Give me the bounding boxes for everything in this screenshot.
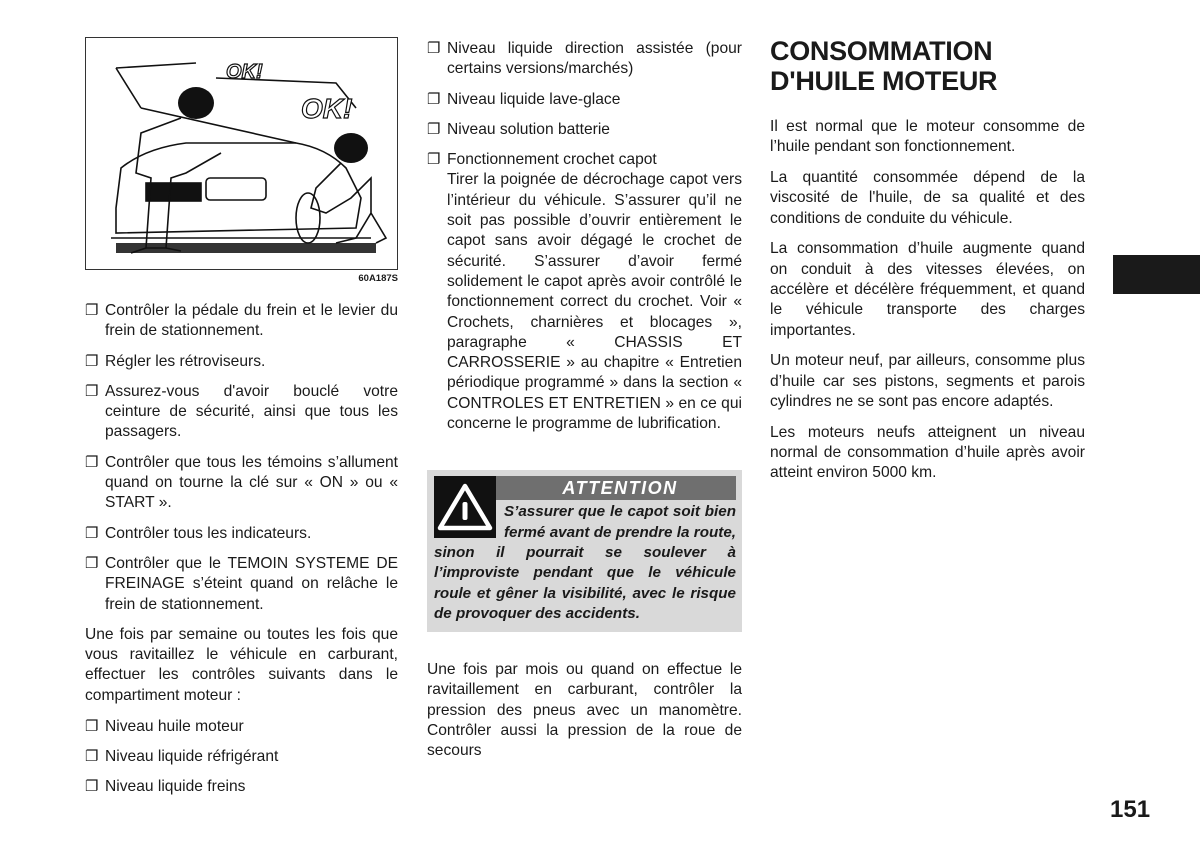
checklist-text: Contrôler que tous les témoins s’allument quand on tourne la clé sur « ON » ou « START ». <box>105 453 398 512</box>
checklist-text: Régler les rétroviseurs. <box>105 352 266 370</box>
checkbox-icon: ❐ <box>85 524 99 542</box>
checklist-item <box>427 150 742 434</box>
checkbox-icon: ❐ <box>85 382 99 400</box>
column-2 <box>427 39 742 772</box>
checklist-text: Niveau liquide direction assistée (pour certains versions/marchés) <box>447 40 742 78</box>
checklist-item <box>85 301 398 342</box>
checklist-item <box>85 352 398 372</box>
checklist-text: Contrôler tous les indicateurs. <box>105 524 312 542</box>
checklist-item <box>85 777 398 797</box>
checkbox-icon: ❐ <box>427 90 441 108</box>
checklist-text: Fonctionnement crochet capot <box>447 151 657 169</box>
ok-lettering: OK! <box>226 61 263 83</box>
checklist-text: Assurez-vous d'avoir bouclé votre ceinture de sécurité, ainsi que tous les passagers. <box>105 382 398 441</box>
figure-caption: 60A187S <box>358 273 398 284</box>
checklist-item <box>85 453 398 514</box>
weekly-check-paragraph: Une fois par semaine ou toutes les fois que vous ravitaillez le véhicule en carburant, effectuer les contrôles suivants dans le compartiment moteur : <box>85 625 398 704</box>
mechanics-illustration <box>86 38 396 268</box>
checkbox-icon: ❐ <box>85 554 99 572</box>
ok-lettering: OK! <box>301 93 353 124</box>
checkbox-icon: ❐ <box>85 302 99 319</box>
checkbox-icon: ❐ <box>85 717 99 735</box>
checklist-item <box>427 39 742 80</box>
checkbox-icon: ❐ <box>427 120 441 138</box>
body-paragraph: Il est normal que le moteur consomme de l’huile pendant son fonctionnement. <box>770 118 1085 156</box>
checkbox-icon: ❐ <box>85 747 99 765</box>
checklist-item <box>85 382 398 443</box>
warning-text: S’assurer que le capot soit bien fermé avant de prendre la route, sinon il pourrait se soulever à l’improviste pendant que le véhicule roule et gêner la visibilité, avec le risque de provoquer des accidents. <box>434 503 736 622</box>
warning-triangle-icon <box>434 476 496 538</box>
page-number: 151 <box>1110 796 1151 823</box>
checklist-item <box>427 120 742 140</box>
monthly-check-paragraph: Une fois par mois ou quand on effectue le ravitaillement en carburant, contrôler la pression des pneus avec un manomètre. Contrôler aussi la pression de la roue de secours <box>427 661 742 760</box>
checklist-text: Contrôler que le TEMOIN SYSTEME DE FREINAGE s’éteint quand on relâche le frein de stationnement. <box>105 554 398 613</box>
checkbox-icon: ❐ <box>85 352 99 370</box>
checklist-text: Niveau huile moteur <box>105 717 244 735</box>
body-paragraph: La consommation d’huile augmente quand on conduit à des vitesses élevées, on accélère et décélère fréquemment, et quand le véhicule transporte des charges importantes. <box>770 240 1085 339</box>
checklist-text: Niveau liquide lave-glace <box>447 90 621 108</box>
checkbox-icon: ❐ <box>427 40 441 57</box>
checklist-item <box>427 90 742 110</box>
hood-latch-instructions: Tirer la poignée de décrochage capot vers l’intérieur du véhicule. S’assurer qu’il ne soit pas possible d’ouvrir entièrement le capot sans avoir dégagé le crochet de sécurité. S’assurer d’avoir fermé solidement le capot après avoir contrôlé le fonctionnement correct du crochet. Voir « Crochets, charnières et blocages », paragraphe « CHASSIS ET CARROSSERIE » au chapitre « Entretien périodique programmé » dans la section « CONTROLES ET ENTRETIEN » en ce qui concerne le programme de lubrification. <box>447 171 742 433</box>
checklist-text: Niveau liquide réfrigérant <box>105 747 279 765</box>
checklist-item <box>85 524 398 544</box>
checklist-item <box>85 747 398 767</box>
checklist-text: Niveau liquide freins <box>105 778 246 796</box>
body-paragraph: La quantité consommée dépend de la viscosité de l'huile, de sa qualité et des conditions de conduite du véhicule. <box>770 169 1085 227</box>
body-paragraph: Les moteurs neufs atteignent un niveau normal de consommation d’huile après avoir atteint environ 5000 km. <box>770 423 1085 482</box>
checklist-item <box>85 717 398 737</box>
section-heading: CONSOMMATION D'HUILE MOTEUR <box>770 36 998 96</box>
checkbox-icon: ❐ <box>85 778 99 796</box>
checklist-text: Niveau solution batterie <box>447 120 610 138</box>
chapter-tab-marker <box>1113 255 1200 294</box>
checklist-item <box>85 554 398 615</box>
warning-box <box>427 470 742 632</box>
checkbox-icon: ❐ <box>85 453 99 471</box>
checkbox-icon: ❐ <box>427 151 441 169</box>
column-1 <box>85 301 398 807</box>
column-3 <box>770 36 1085 494</box>
body-paragraph: Un moteur neuf, par ailleurs, consomme plus d’huile car ses pistons, segments et parois cylindres ne se sont pas encore adaptés. <box>770 352 1085 411</box>
warning-title: ATTENTION <box>434 476 736 500</box>
checklist-text: Contrôler la pédale du frein et le levier du frein de stationnement. <box>105 302 398 340</box>
illustration-car-check <box>85 37 398 270</box>
